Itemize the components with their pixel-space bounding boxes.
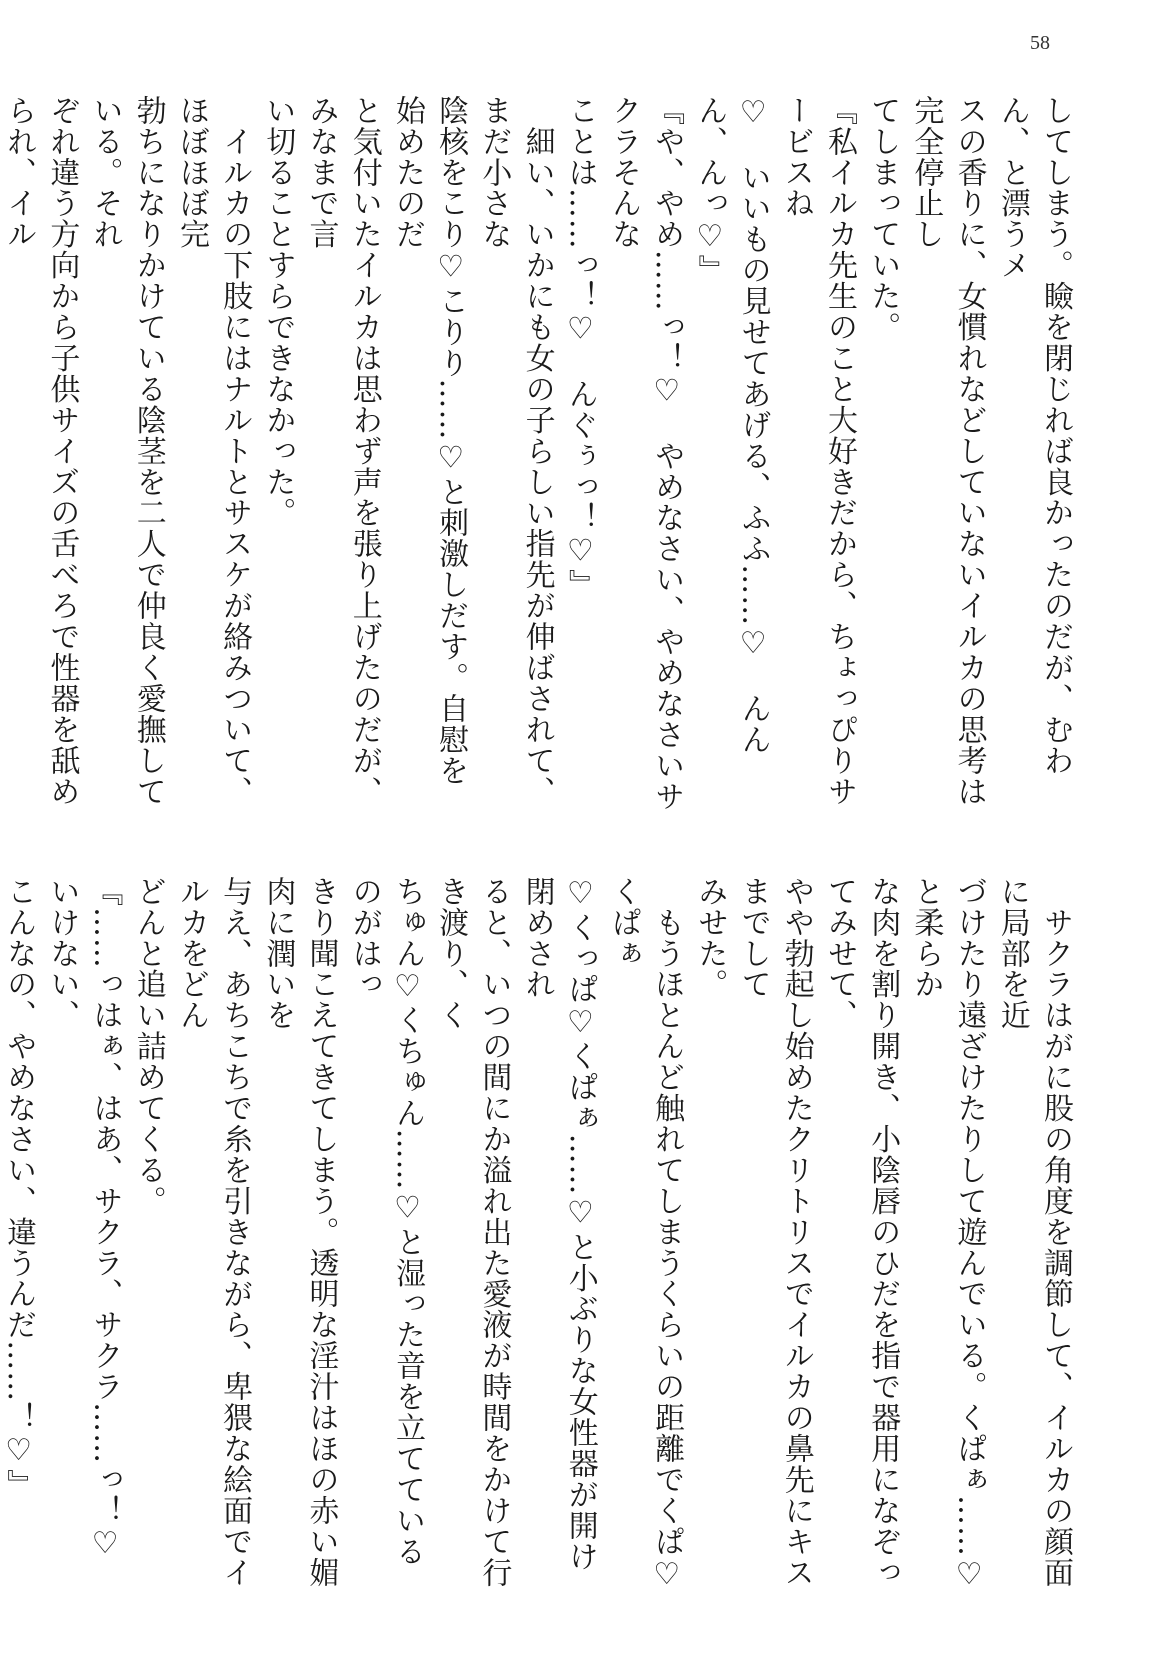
text-line: 細い、いかにも女の子らしい指先が伸ばされて、まだ小さな bbox=[476, 95, 555, 807]
text-line: ♡ いいもの見せてあげる、ふふ……♡ んんん、んっ♡』 bbox=[692, 95, 771, 755]
text-line: てしまっていた。 bbox=[865, 95, 901, 343]
text-line: 陰核をこり♡こりり……♡と刺激しだす。自慰を始めたのだ bbox=[389, 95, 469, 786]
text-line: イルカの下肢にはナルトとサスケが絡みついて、ほぼほぼ完 bbox=[173, 95, 253, 807]
text-line: ♡くっぱ♡くぱぁ……♡と小ぶりな女性器が開け閉めされ bbox=[519, 876, 598, 1572]
text-line: ると、いつの間にか溢れ出た愛液が時間をかけて行き渡り、く bbox=[433, 876, 512, 1588]
lower-text-block bbox=[1, 876, 1077, 1596]
text-line: 『私イルカ先生のこと大好きだから、ちょっぴりサービスね bbox=[778, 95, 857, 807]
text-line: みせた。 bbox=[692, 876, 728, 1000]
text-line: もうほとんど触れてしまうくらいの距離でくぱ♡くぱぁ bbox=[605, 876, 685, 1593]
text-line: 与え、あちこちで糸を引きながら、卑猥な絵面でイルカをどん bbox=[173, 876, 253, 1588]
text-line: ことは……っ！♡ んぐぅっ！♡』 bbox=[562, 95, 598, 601]
text-line: サクラはがに股の角度を調節して、イルカの顔面に局部を近 bbox=[994, 876, 1073, 1588]
text-line: きり聞こえてきてしまう。透明な淫汁はほの赤い媚肉に潤いを bbox=[260, 876, 339, 1588]
text-line: ちゅん♡くちゅん……♡と湿った音を立てているのがはっ bbox=[346, 876, 425, 1567]
text-line: こんなの、やめなさい、違うんだ……！♡』 bbox=[1, 876, 37, 1500]
text-line: 『や、やめ……っ！♡ やめなさい、やめなさいサクラそんな bbox=[605, 95, 685, 812]
text-line: と気付いたイルカは思わず声を張り上げたのだが、みなまで言 bbox=[303, 95, 382, 807]
upper-text-block bbox=[1, 95, 1077, 815]
text-line: どんと追い詰めてくる。 bbox=[130, 876, 166, 1217]
text-line: い切ることすらできなかった。 bbox=[260, 95, 296, 529]
text-line: 『……っはぁ、はあ、サクラ、サクラ……っ！♡ いけない、 bbox=[44, 876, 123, 1593]
page-number: 58 bbox=[1030, 32, 1050, 54]
text-line: ぞれ違う方向から子供サイズの舌べろで性器を舐められ、イル bbox=[1, 95, 80, 807]
text-line: づけたり遠ざけたりして遊んでいる。くぱぁ……♡と柔らか bbox=[908, 876, 987, 1593]
text-line: スの香りに、女慣れなどしていないイルカの思考は完全停止し bbox=[908, 95, 987, 807]
text-line: な肉を割り開き、小陰唇のひだを指で器用になぞってみせて、 bbox=[821, 876, 901, 1588]
text-line: 勃ちになりかけている陰茎を二人で仲良く愛撫している。それ bbox=[87, 95, 166, 807]
text-line: してしまう。瞼を閉じれば良かったのだが、むわん、と漂うメ bbox=[994, 95, 1073, 776]
text-line: やや勃起し始めたクリトリスでイルカの鼻先にキスまでして bbox=[735, 876, 814, 1588]
